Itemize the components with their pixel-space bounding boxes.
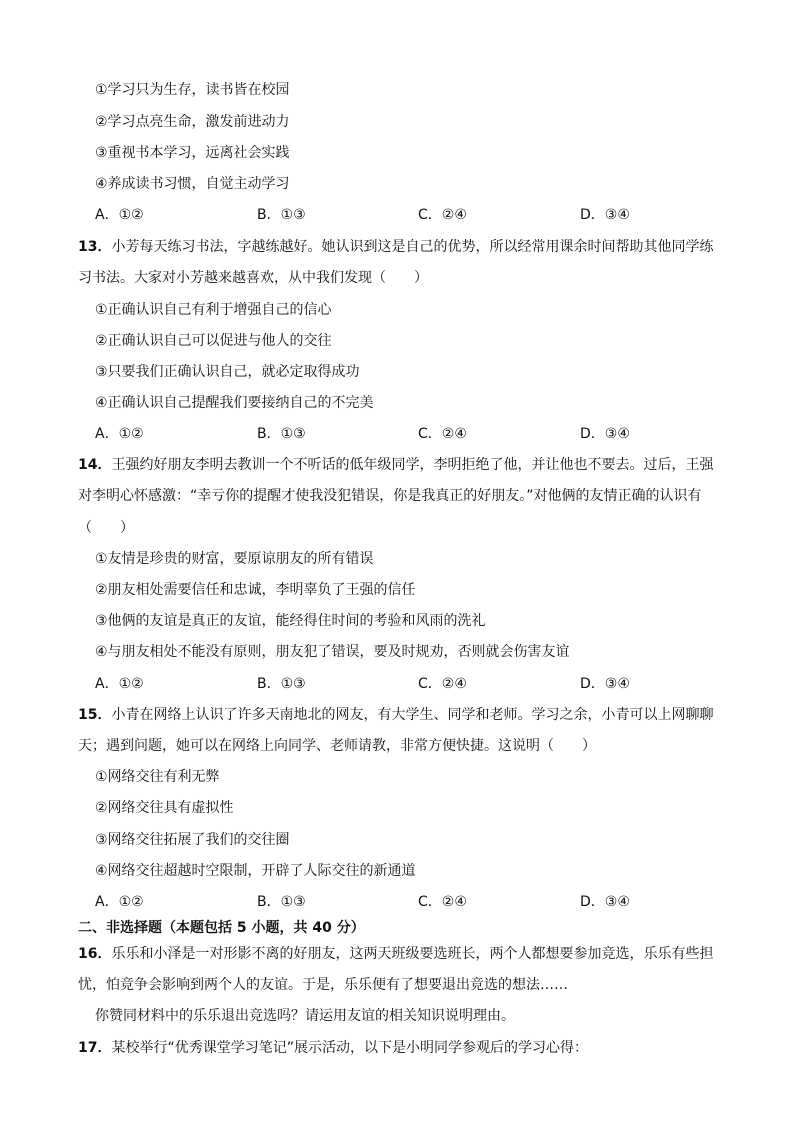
section-2-title: 二、非选择题（本题包括 5 小题，共 40 分）	[78, 920, 365, 936]
q14-item-2: ②朋友相处需要信任和忠诚，李明辜负了王强的信任	[95, 582, 416, 598]
q17-number: 17．	[78, 1040, 112, 1056]
q12-item-2: ②学习点亮生命，激发前进动力	[95, 114, 290, 130]
q13-item-1: ①正确认识自己有利于增强自己的信心	[95, 302, 332, 318]
q13-item-2: ②正确认识自己可以促进与他人的交往	[95, 333, 332, 349]
q13-option-a: A．①②	[95, 426, 144, 442]
q13-stem-text-1: 小芳每天练习书法，字越练越好。她认识到这是自己的优势，所以经常用课余时间帮助其他同学练	[111, 239, 714, 255]
q12-option-b: B．①③	[257, 207, 306, 223]
q15-item-1: ①网络交往有利无弊	[95, 769, 220, 785]
q16-stem-line-1	[78, 944, 713, 964]
q12-item-1: ①学习只为生存，读书皆在校园	[95, 82, 290, 98]
q14-option-c: C．②④	[418, 676, 467, 692]
q13-item-4: ④正确认识自己提醒我们要接纳自己的不完美	[95, 395, 374, 411]
q13-option-b: B．①③	[257, 426, 306, 442]
q14-stem-line-1	[78, 455, 713, 475]
q14-stem-text-1: 王强约好朋友李明去教训一个不听话的低年级同学，李明拒绝了他，并让他也不要去。过后，王强	[111, 457, 714, 473]
q14-stem-line-2: 对李明心怀感激：“幸亏你的提醒才使我没犯错误，你是我真正的好朋友。”对他俩的友情正确的认识有	[78, 488, 702, 504]
q14-option-b: B．①③	[257, 676, 306, 692]
q17-stem-line-1	[78, 1038, 588, 1058]
q12-item-4: ④养成读书习惯，自觉主动学习	[95, 176, 290, 192]
q16-stem-text-1: 乐乐和小泽是一对形影不离的好朋友，这两天班级要选班长，两个人都想要参加竞选，乐乐有些担	[111, 946, 714, 962]
q15-item-4: ④网络交往超越时空限制，开辟了人际交往的新通道	[95, 863, 416, 879]
q14-item-3: ③他俩的友谊是真正的友谊，能经得住时间的考验和风雨的洗礼	[95, 613, 486, 629]
q13-option-d: D．③④	[580, 426, 630, 442]
q15-stem-line-2: 天；遇到问题，她可以在网络上向同学、老师请教，非常方便快捷。这说明（ ）	[78, 738, 596, 754]
q15-option-a: A．①②	[95, 894, 144, 910]
q14-item-4: ④与朋友相处不能没有原则，朋友犯了错误，要及时规劝，否则就会伤害友谊	[95, 644, 570, 660]
q15-item-3: ③网络交往拓展了我们的交往圈	[95, 832, 290, 848]
q13-number: 13．	[78, 239, 112, 255]
q14-number: 14．	[78, 457, 112, 473]
q16-stem-line-2: 忧，怕竞争会影响到两个人的友谊。于是，乐乐便有了想要退出竞选的想法……	[78, 977, 568, 993]
q14-option-d: D．③④	[580, 676, 630, 692]
q15-stem-line-1	[78, 705, 713, 725]
q14-stem-line-3: （ ）	[78, 520, 134, 536]
q13-stem-line-2: 习书法。大家对小芳越来越喜欢，从中我们发现（ ）	[78, 270, 428, 286]
q15-item-2: ②网络交往具有虚拟性	[95, 800, 234, 816]
q15-option-c: C．②④	[418, 894, 467, 910]
q14-item-1: ①友情是珍贵的财富，要原谅朋友的所有错误	[95, 551, 374, 567]
q15-number: 15．	[78, 707, 112, 723]
q12-option-d: D．③④	[580, 207, 630, 223]
q17-stem-text-1: 某校举行“优秀课堂学习笔记”展示活动，以下是小明同学参观后的学习心得：	[111, 1040, 588, 1056]
q16-number: 16．	[78, 946, 112, 962]
q13-option-c: C．②④	[418, 426, 467, 442]
q15-option-b: B．①③	[257, 894, 306, 910]
q12-option-a: A．①②	[95, 207, 144, 223]
q13-stem-line-1	[78, 237, 713, 257]
q13-item-3: ③只要我们正确认识自己，就必定取得成功	[95, 364, 360, 380]
q12-item-3: ③重视书本学习，远离社会实践	[95, 145, 290, 161]
q14-option-a: A．①②	[95, 676, 144, 692]
q15-option-d: D．③④	[580, 894, 630, 910]
q12-option-c: C．②④	[418, 207, 467, 223]
q15-stem-text-1: 小青在网络上认识了许多天南地北的网友，有大学生、同学和老师。学习之余，小青可以上网聊聊	[111, 707, 714, 723]
q16-stem-line-3: 你赞同材料中的乐乐退出竞选吗？请运用友谊的相关知识说明理由。	[95, 1008, 515, 1024]
